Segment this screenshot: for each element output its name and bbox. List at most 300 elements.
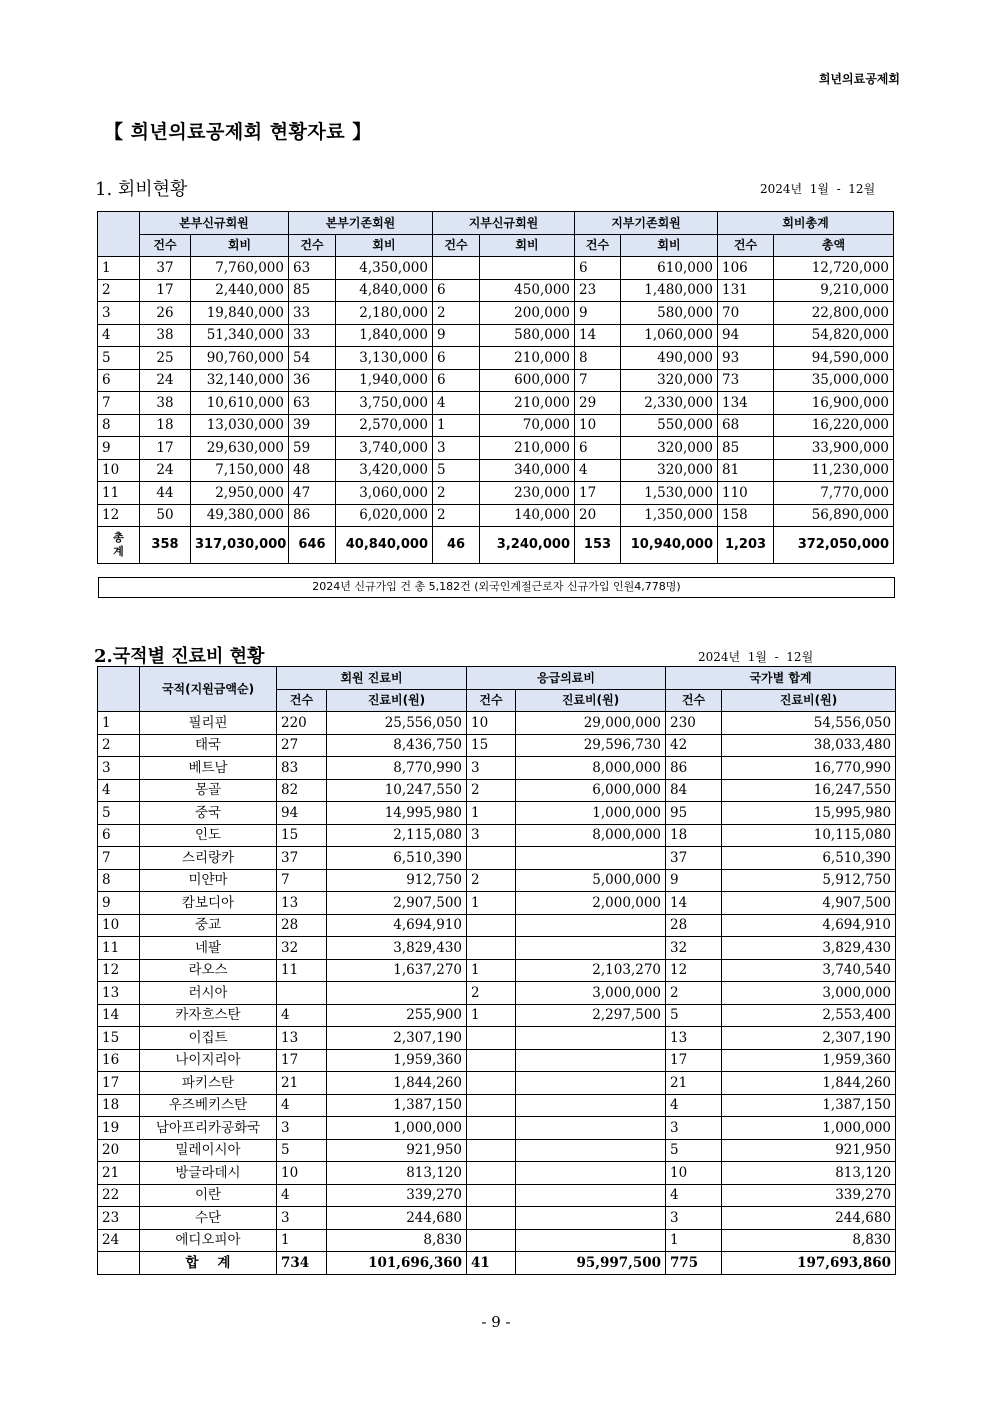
table-cell: 63 [289, 257, 336, 280]
sub-header: 회비 [191, 234, 289, 257]
table-cell [467, 1207, 516, 1230]
table-cell: 580,000 [621, 302, 718, 325]
table-row [98, 1162, 896, 1185]
table-cell: 9 [666, 869, 722, 892]
total-label: 총 계 [98, 527, 140, 564]
table-cell: 6,020,000 [336, 504, 433, 527]
table-cell: 18 [666, 824, 722, 847]
table-cell: 3,000,000 [722, 982, 896, 1005]
table-cell: 450,000 [480, 279, 575, 302]
table-cell: 25 [140, 347, 191, 370]
table-cell: 85 [718, 437, 774, 460]
group-header: 지부기존회원 [575, 212, 718, 235]
table-cell: 16,770,990 [722, 757, 896, 780]
table-cell: 3 [98, 302, 140, 325]
membership-fee-table [97, 211, 894, 564]
row-label-header [98, 667, 140, 712]
table-cell: 3 [98, 757, 140, 780]
table-cell: 2 [467, 982, 516, 1005]
table-row [98, 392, 894, 415]
organization-header: 희년의료공제회 [818, 72, 900, 86]
section1-period: 2024년 1월 - 12월 [760, 182, 876, 196]
table-cell: 13 [277, 1027, 327, 1050]
table-cell: 51,340,000 [191, 324, 289, 347]
table-cell: 8 [98, 869, 140, 892]
table-cell: 813,120 [722, 1162, 896, 1185]
table-cell: 339,270 [327, 1184, 467, 1207]
sub-header: 회비 [336, 234, 433, 257]
table-cell: 9 [98, 892, 140, 915]
table-cell: 210,000 [480, 437, 575, 460]
table-cell: 921,950 [327, 1139, 467, 1162]
table-row [98, 982, 896, 1005]
table-row [98, 302, 894, 325]
table-cell: 2,115,080 [327, 824, 467, 847]
table-cell: 22,800,000 [774, 302, 894, 325]
table-row [98, 482, 894, 505]
table-cell: 921,950 [722, 1139, 896, 1162]
table-cell: 18 [140, 414, 191, 437]
table-cell: 1 [467, 802, 516, 825]
table-cell: 68 [718, 414, 774, 437]
table-cell: 10,247,550 [327, 779, 467, 802]
table-cell: 11,230,000 [774, 459, 894, 482]
table-cell: 29,630,000 [191, 437, 289, 460]
table-cell: 54,820,000 [774, 324, 894, 347]
table-row [98, 1229, 896, 1252]
table-cell: 2,330,000 [621, 392, 718, 415]
table-cell: 13 [277, 892, 327, 915]
table-cell [516, 1139, 666, 1162]
table-cell: 1 [98, 712, 140, 735]
table-cell: 1,530,000 [621, 482, 718, 505]
table-cell: 646 [289, 527, 336, 564]
table-cell: 8,436,750 [327, 734, 467, 757]
table-cell: 20 [575, 504, 621, 527]
row-label-header [98, 212, 140, 257]
table-cell: 5,912,750 [722, 869, 896, 892]
table-cell: 32,140,000 [191, 369, 289, 392]
table-cell: 미얀마 [140, 869, 277, 892]
table-cell [516, 847, 666, 870]
table-cell: 1,637,270 [327, 959, 467, 982]
table-cell [516, 1072, 666, 1095]
table-cell: 35,000,000 [774, 369, 894, 392]
table-row [98, 959, 896, 982]
table-cell: 1 [666, 1229, 722, 1252]
table-row [98, 824, 896, 847]
table-cell: 244,680 [722, 1207, 896, 1230]
table-row [98, 1184, 896, 1207]
table-cell: 28 [277, 914, 327, 937]
table-cell: 48 [289, 459, 336, 482]
table-cell: 1,387,150 [327, 1094, 467, 1117]
table-cell: 255,900 [327, 1004, 467, 1027]
table-row [98, 1072, 896, 1095]
table-row [98, 757, 896, 780]
table-cell: 140,000 [480, 504, 575, 527]
table-cell: 9 [98, 437, 140, 460]
table-row [98, 892, 896, 915]
group-header: 본부신규회원 [140, 212, 289, 235]
table-cell: 2 [98, 279, 140, 302]
section1-title: 1. 회비현황 [95, 179, 188, 200]
table-cell: 8 [575, 347, 621, 370]
table-cell: 4 [277, 1004, 327, 1027]
table-cell: 110 [718, 482, 774, 505]
table-cell: 4,694,910 [327, 914, 467, 937]
table-cell [516, 1207, 666, 1230]
table-row [98, 504, 894, 527]
table-cell [467, 1027, 516, 1050]
table-cell: 2,000,000 [516, 892, 666, 915]
table-cell: 2 [98, 734, 140, 757]
table-cell: 220 [277, 712, 327, 735]
table-row [98, 459, 894, 482]
table-cell: 86 [666, 757, 722, 780]
table-cell: 2,553,400 [722, 1004, 896, 1027]
table-row [98, 734, 896, 757]
table-cell: 14,995,980 [327, 802, 467, 825]
table-cell: 37 [666, 847, 722, 870]
table-cell: 320,000 [621, 437, 718, 460]
table-cell: 3 [467, 824, 516, 847]
table-cell: 3 [277, 1117, 327, 1140]
table-cell: 23 [575, 279, 621, 302]
table-cell: 7 [98, 847, 140, 870]
table-cell [467, 1072, 516, 1095]
table-cell: 15 [98, 1027, 140, 1050]
table-cell: 1,480,000 [621, 279, 718, 302]
table-cell: 우즈베키스탄 [140, 1094, 277, 1117]
table-cell: 나이지리아 [140, 1049, 277, 1072]
table-cell: 490,000 [621, 347, 718, 370]
table-cell: 29,000,000 [516, 712, 666, 735]
table-cell: 3,420,000 [336, 459, 433, 482]
table-cell: 50 [140, 504, 191, 527]
table-cell: 912,750 [327, 869, 467, 892]
table-cell: 4 [433, 392, 480, 415]
table-cell: 3 [666, 1117, 722, 1140]
sub-header: 건수 [289, 234, 336, 257]
table-cell: 3,740,000 [336, 437, 433, 460]
table-cell: 29,596,730 [516, 734, 666, 757]
table-cell: 6,510,390 [722, 847, 896, 870]
table-cell: 24 [140, 459, 191, 482]
table-cell: 54,556,050 [722, 712, 896, 735]
new-signup-note: 2024년 신규가입 건 총 5,182건 (외국인계절근로자 신규가입 인원4,778명) [98, 577, 895, 598]
table-cell: 10 [98, 914, 140, 937]
table-cell: 2,907,500 [327, 892, 467, 915]
table-cell: 9,210,000 [774, 279, 894, 302]
table-row [98, 347, 894, 370]
table-cell [467, 847, 516, 870]
table-cell [467, 1094, 516, 1117]
table-cell [480, 257, 575, 280]
table-cell: 24 [98, 1229, 140, 1252]
table-cell: 3,130,000 [336, 347, 433, 370]
table-cell: 14 [666, 892, 722, 915]
table-cell [516, 1094, 666, 1117]
table-row [98, 937, 896, 960]
table-cell: 8,000,000 [516, 824, 666, 847]
table-cell: 90,760,000 [191, 347, 289, 370]
table-cell: 이란 [140, 1184, 277, 1207]
table-cell: 813,120 [327, 1162, 467, 1185]
table-cell: 1,844,260 [327, 1072, 467, 1095]
table-cell: 캄보디아 [140, 892, 277, 915]
table-cell: 610,000 [621, 257, 718, 280]
table-cell [467, 914, 516, 937]
table-row [98, 414, 894, 437]
table-cell: 25,556,050 [327, 712, 467, 735]
table-cell: 5 [433, 459, 480, 482]
table-cell: 4 [277, 1184, 327, 1207]
table-cell: 320,000 [621, 459, 718, 482]
table-cell: 580,000 [480, 324, 575, 347]
table-cell: 6 [98, 824, 140, 847]
table-cell: 몽골 [140, 779, 277, 802]
table-cell: 네팔 [140, 937, 277, 960]
table-cell: 7 [575, 369, 621, 392]
table-cell: 4,907,500 [722, 892, 896, 915]
table-cell: 38 [140, 324, 191, 347]
table-cell: 775 [666, 1252, 722, 1275]
table-cell: 2,307,190 [327, 1027, 467, 1050]
table-cell: 13 [98, 982, 140, 1005]
table-cell: 317,030,000 [191, 527, 289, 564]
table-cell: 19 [98, 1117, 140, 1140]
sub-header: 건수 [718, 234, 774, 257]
table-cell: 6 [575, 437, 621, 460]
table-cell: 23 [98, 1207, 140, 1230]
table-cell: 95 [666, 802, 722, 825]
table-row [98, 1049, 896, 1072]
table-cell: 10,610,000 [191, 392, 289, 415]
table-cell: 94 [277, 802, 327, 825]
table-cell [467, 1184, 516, 1207]
table-cell: 라오스 [140, 959, 277, 982]
table-cell: 10 [98, 459, 140, 482]
table-row [98, 279, 894, 302]
table-cell: 153 [575, 527, 621, 564]
table-cell: 600,000 [480, 369, 575, 392]
table-cell [516, 1229, 666, 1252]
table-cell: 4 [575, 459, 621, 482]
table-cell: 39 [289, 414, 336, 437]
table-cell: 1,060,000 [621, 324, 718, 347]
table-cell: 11 [277, 959, 327, 982]
table-cell: 에디오피아 [140, 1229, 277, 1252]
table-row [98, 437, 894, 460]
table-cell: 83 [277, 757, 327, 780]
table-cell: 5 [98, 802, 140, 825]
group-header: 본부기존회원 [289, 212, 433, 235]
table-cell: 1,000,000 [722, 1117, 896, 1140]
table-cell: 9 [575, 302, 621, 325]
table-cell: 8,830 [722, 1229, 896, 1252]
total-label: 합 계 [140, 1252, 277, 1275]
table-cell: 46 [433, 527, 480, 564]
table-cell: 1 [98, 257, 140, 280]
table-cell: 85 [289, 279, 336, 302]
section2-period: 2024년 1월 - 12월 [698, 650, 814, 664]
table-cell: 15,995,980 [722, 802, 896, 825]
table-cell: 17 [140, 279, 191, 302]
table-cell: 320,000 [621, 369, 718, 392]
table-cell: 1,000,000 [327, 1117, 467, 1140]
table-cell: 17 [98, 1072, 140, 1095]
table-cell: 4 [98, 324, 140, 347]
group-header: 지부신규회원 [433, 212, 575, 235]
table-cell [467, 937, 516, 960]
table-cell: 27 [277, 734, 327, 757]
table-cell: 4 [277, 1094, 327, 1117]
table-cell: 3 [433, 437, 480, 460]
table-cell: 2,297,500 [516, 1004, 666, 1027]
table-cell: 태국 [140, 734, 277, 757]
table-cell: 9 [433, 324, 480, 347]
table-cell: 2,307,190 [722, 1027, 896, 1050]
table-cell: 6 [433, 347, 480, 370]
sub-header: 진료비(원) [516, 689, 666, 712]
table-cell: 10 [575, 414, 621, 437]
table-row [98, 914, 896, 937]
table-cell: 5 [666, 1004, 722, 1027]
table-cell: 340,000 [480, 459, 575, 482]
table-cell: 12 [98, 959, 140, 982]
table-row [98, 1094, 896, 1117]
table-cell: 필리핀 [140, 712, 277, 735]
table-cell: 7,760,000 [191, 257, 289, 280]
table-cell: 17 [666, 1049, 722, 1072]
table-cell: 5 [98, 347, 140, 370]
table-total-row [98, 527, 894, 564]
table-cell: 13 [666, 1027, 722, 1050]
table-cell: 5 [277, 1139, 327, 1162]
table-cell [98, 1252, 140, 1275]
table-cell [327, 982, 467, 1005]
table-cell: 550,000 [621, 414, 718, 437]
table-cell: 33 [289, 324, 336, 347]
table-cell [277, 982, 327, 1005]
table-cell: 40,840,000 [336, 527, 433, 564]
page-number: - 9 - [481, 1313, 511, 1331]
table-cell: 70,000 [480, 414, 575, 437]
table-cell: 1 [467, 1004, 516, 1027]
table-cell: 2 [433, 504, 480, 527]
table-cell: 12 [98, 504, 140, 527]
table-cell: 81 [718, 459, 774, 482]
table-cell: 7 [277, 869, 327, 892]
table-cell: 32 [277, 937, 327, 960]
page-title: 【 희년의료공제회 현황자료 】 [104, 121, 372, 143]
table-cell: 41 [467, 1252, 516, 1275]
table-cell: 2,180,000 [336, 302, 433, 325]
table-cell: 21 [277, 1072, 327, 1095]
table-cell: 인도 [140, 824, 277, 847]
table-cell: 32 [666, 937, 722, 960]
table-cell: 18 [98, 1094, 140, 1117]
table-cell: 13,030,000 [191, 414, 289, 437]
table-row [98, 1207, 896, 1230]
table-cell: 101,696,360 [327, 1252, 467, 1275]
group-header: 국가별 합계 [666, 667, 896, 690]
table-cell: 베트남 [140, 757, 277, 780]
table-cell: 210,000 [480, 392, 575, 415]
table-cell: 3 [666, 1207, 722, 1230]
table-cell: 3 [277, 1207, 327, 1230]
table-cell: 358 [140, 527, 191, 564]
table-total-row [98, 1252, 896, 1275]
table-cell: 2,950,000 [191, 482, 289, 505]
table-cell: 2,440,000 [191, 279, 289, 302]
table-cell: 10 [277, 1162, 327, 1185]
table-cell: 95,997,500 [516, 1252, 666, 1275]
table-cell: 5 [666, 1139, 722, 1162]
group-header: 회비총계 [718, 212, 894, 235]
table-cell [516, 1049, 666, 1072]
table-cell: 17 [277, 1049, 327, 1072]
table-row [98, 257, 894, 280]
table-cell: 131 [718, 279, 774, 302]
table-cell: 244,680 [327, 1207, 467, 1230]
table-cell: 2 [666, 982, 722, 1005]
sub-header: 건수 [140, 234, 191, 257]
table-cell: 17 [140, 437, 191, 460]
table-cell: 17 [575, 482, 621, 505]
table-cell: 11 [98, 937, 140, 960]
sub-header: 회비 [480, 234, 575, 257]
table-cell: 12 [666, 959, 722, 982]
table-cell: 중교 [140, 914, 277, 937]
group-header: 응급의료비 [467, 667, 666, 690]
table-cell: 158 [718, 504, 774, 527]
sub-header: 건수 [277, 689, 327, 712]
table-cell: 3,060,000 [336, 482, 433, 505]
sub-header: 건수 [575, 234, 621, 257]
table-cell: 93 [718, 347, 774, 370]
table-cell: 6,510,390 [327, 847, 467, 870]
table-cell: 1,940,000 [336, 369, 433, 392]
table-cell: 339,270 [722, 1184, 896, 1207]
table-cell: 수단 [140, 1207, 277, 1230]
table-cell: 3,829,430 [327, 937, 467, 960]
table-cell: 7,770,000 [774, 482, 894, 505]
table-cell: 38,033,480 [722, 734, 896, 757]
table-cell: 1,203 [718, 527, 774, 564]
table-cell: 1 [433, 414, 480, 437]
table-cell: 86 [289, 504, 336, 527]
table-cell [433, 257, 480, 280]
table-cell: 14 [98, 1004, 140, 1027]
table-row [98, 324, 894, 347]
table-cell: 26 [140, 302, 191, 325]
table-cell: 2 [433, 482, 480, 505]
table-cell: 1 [277, 1229, 327, 1252]
table-cell: 197,693,860 [722, 1252, 896, 1275]
table-cell: 2 [467, 779, 516, 802]
sub-header: 진료비(원) [327, 689, 467, 712]
table-cell: 230 [666, 712, 722, 735]
table-cell: 파키스탄 [140, 1072, 277, 1095]
table-cell: 4 [666, 1094, 722, 1117]
table-cell: 210,000 [480, 347, 575, 370]
sub-header: 진료비(원) [722, 689, 896, 712]
table-row [98, 1139, 896, 1162]
country-header: 국적(지원금액순) [140, 667, 277, 712]
table-cell: 56,890,000 [774, 504, 894, 527]
